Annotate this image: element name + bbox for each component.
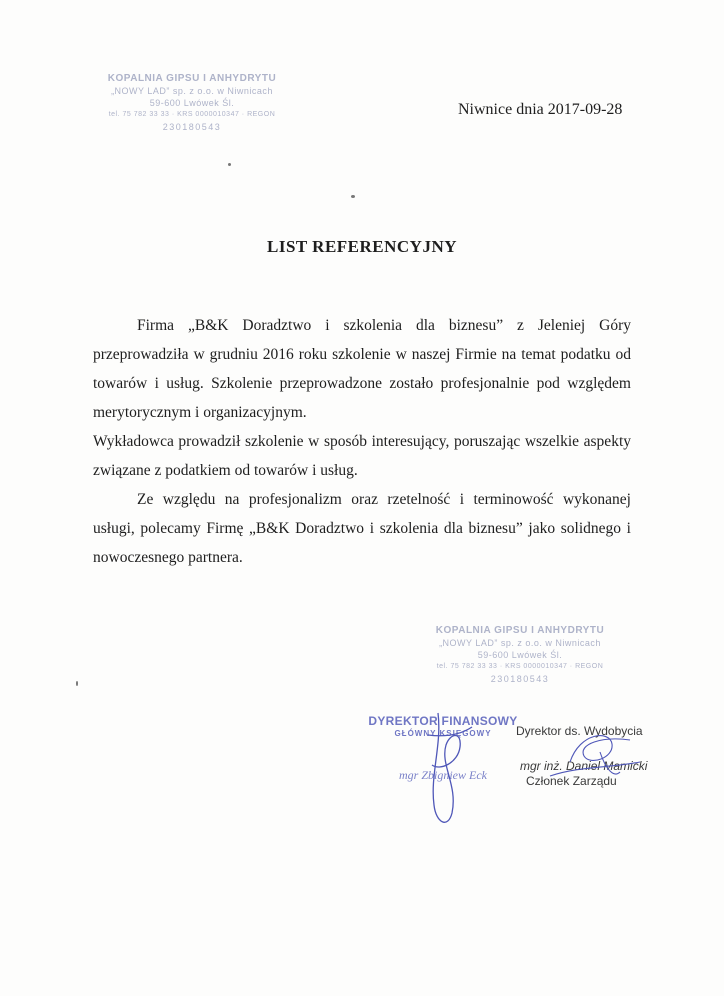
letter-date: Niwnice dnia 2017-09-28 (458, 101, 623, 118)
stamp-line: 59-600 Lwówek Śl. (477, 650, 563, 660)
signature-block-finance-director (368, 714, 518, 783)
body-paragraph: Firma „B&K Doradztwo i szkolenia dla biznesu” z Jeleniej Góry przeprowadziła w grudniu 2016 roku szkolenie w naszej Firmie na temat podatku od towarów i usług. Szkolenie przeprowadzone zostało profesjonalnie pod względem merytorycznym i organizacyjnym. (93, 317, 631, 421)
body-paragraph: Ze względu na profesjonalizm oraz rzetelność i terminowość wykonanej usługi, polecamy Firmę „B&K Doradztwo i szkolenia dla biznesu” jako solidnego i nowoczesnego partnera. (93, 491, 631, 566)
letter-body (93, 311, 631, 572)
stamp-line: „NOWY LAD” sp. z o.o. w Niwnicach (111, 86, 273, 96)
signature-name: mgr inż. Daniel Mamicki (520, 759, 648, 773)
stamp-line: „NOWY LAD” sp. z o.o. w Niwnicach (439, 638, 601, 648)
stamp-line: KOPALNIA GIPSU I ANHYDRYTU (107, 73, 277, 84)
stamp-line: 230180543 (162, 122, 222, 132)
stamp-line: KOPALNIA GIPSU I ANHYDRYTU (435, 625, 605, 636)
stamp-line: tel. 75 782 33 33 · KRS 0000010347 · REGON (436, 663, 604, 670)
letter-title: LIST REFERENCYJNY (266, 237, 458, 256)
stamp-line: 59-600 Lwówek Śl. (149, 98, 235, 108)
stamp-line: 230180543 (490, 674, 550, 684)
signature-role-secondary: GŁÓWNY KSIĘGOWY (394, 729, 492, 738)
company-stamp-top (92, 73, 292, 133)
stamp-line: tel. 75 782 33 33 · KRS 0000010347 · REGON (108, 111, 276, 118)
body-paragraph: Wykładowca prowadził szkolenie w sposób interesujący, poruszając wszelkie aspekty związane z podatkiem od towarów i usług. (93, 433, 631, 479)
scan-speck (228, 163, 231, 166)
company-stamp-bottom (410, 625, 630, 685)
scan-speck (351, 195, 355, 198)
signature-member: Członek Zarządu (526, 774, 617, 788)
signature-role: DYREKTOR FINANSOWY (368, 714, 518, 728)
signature-name: mgr Zbigniew Eck (399, 768, 487, 782)
signature-role: Dyrektor ds. Wydobycia (516, 724, 643, 738)
scan-speck (76, 681, 78, 686)
signature-block-mining-director (516, 724, 666, 788)
